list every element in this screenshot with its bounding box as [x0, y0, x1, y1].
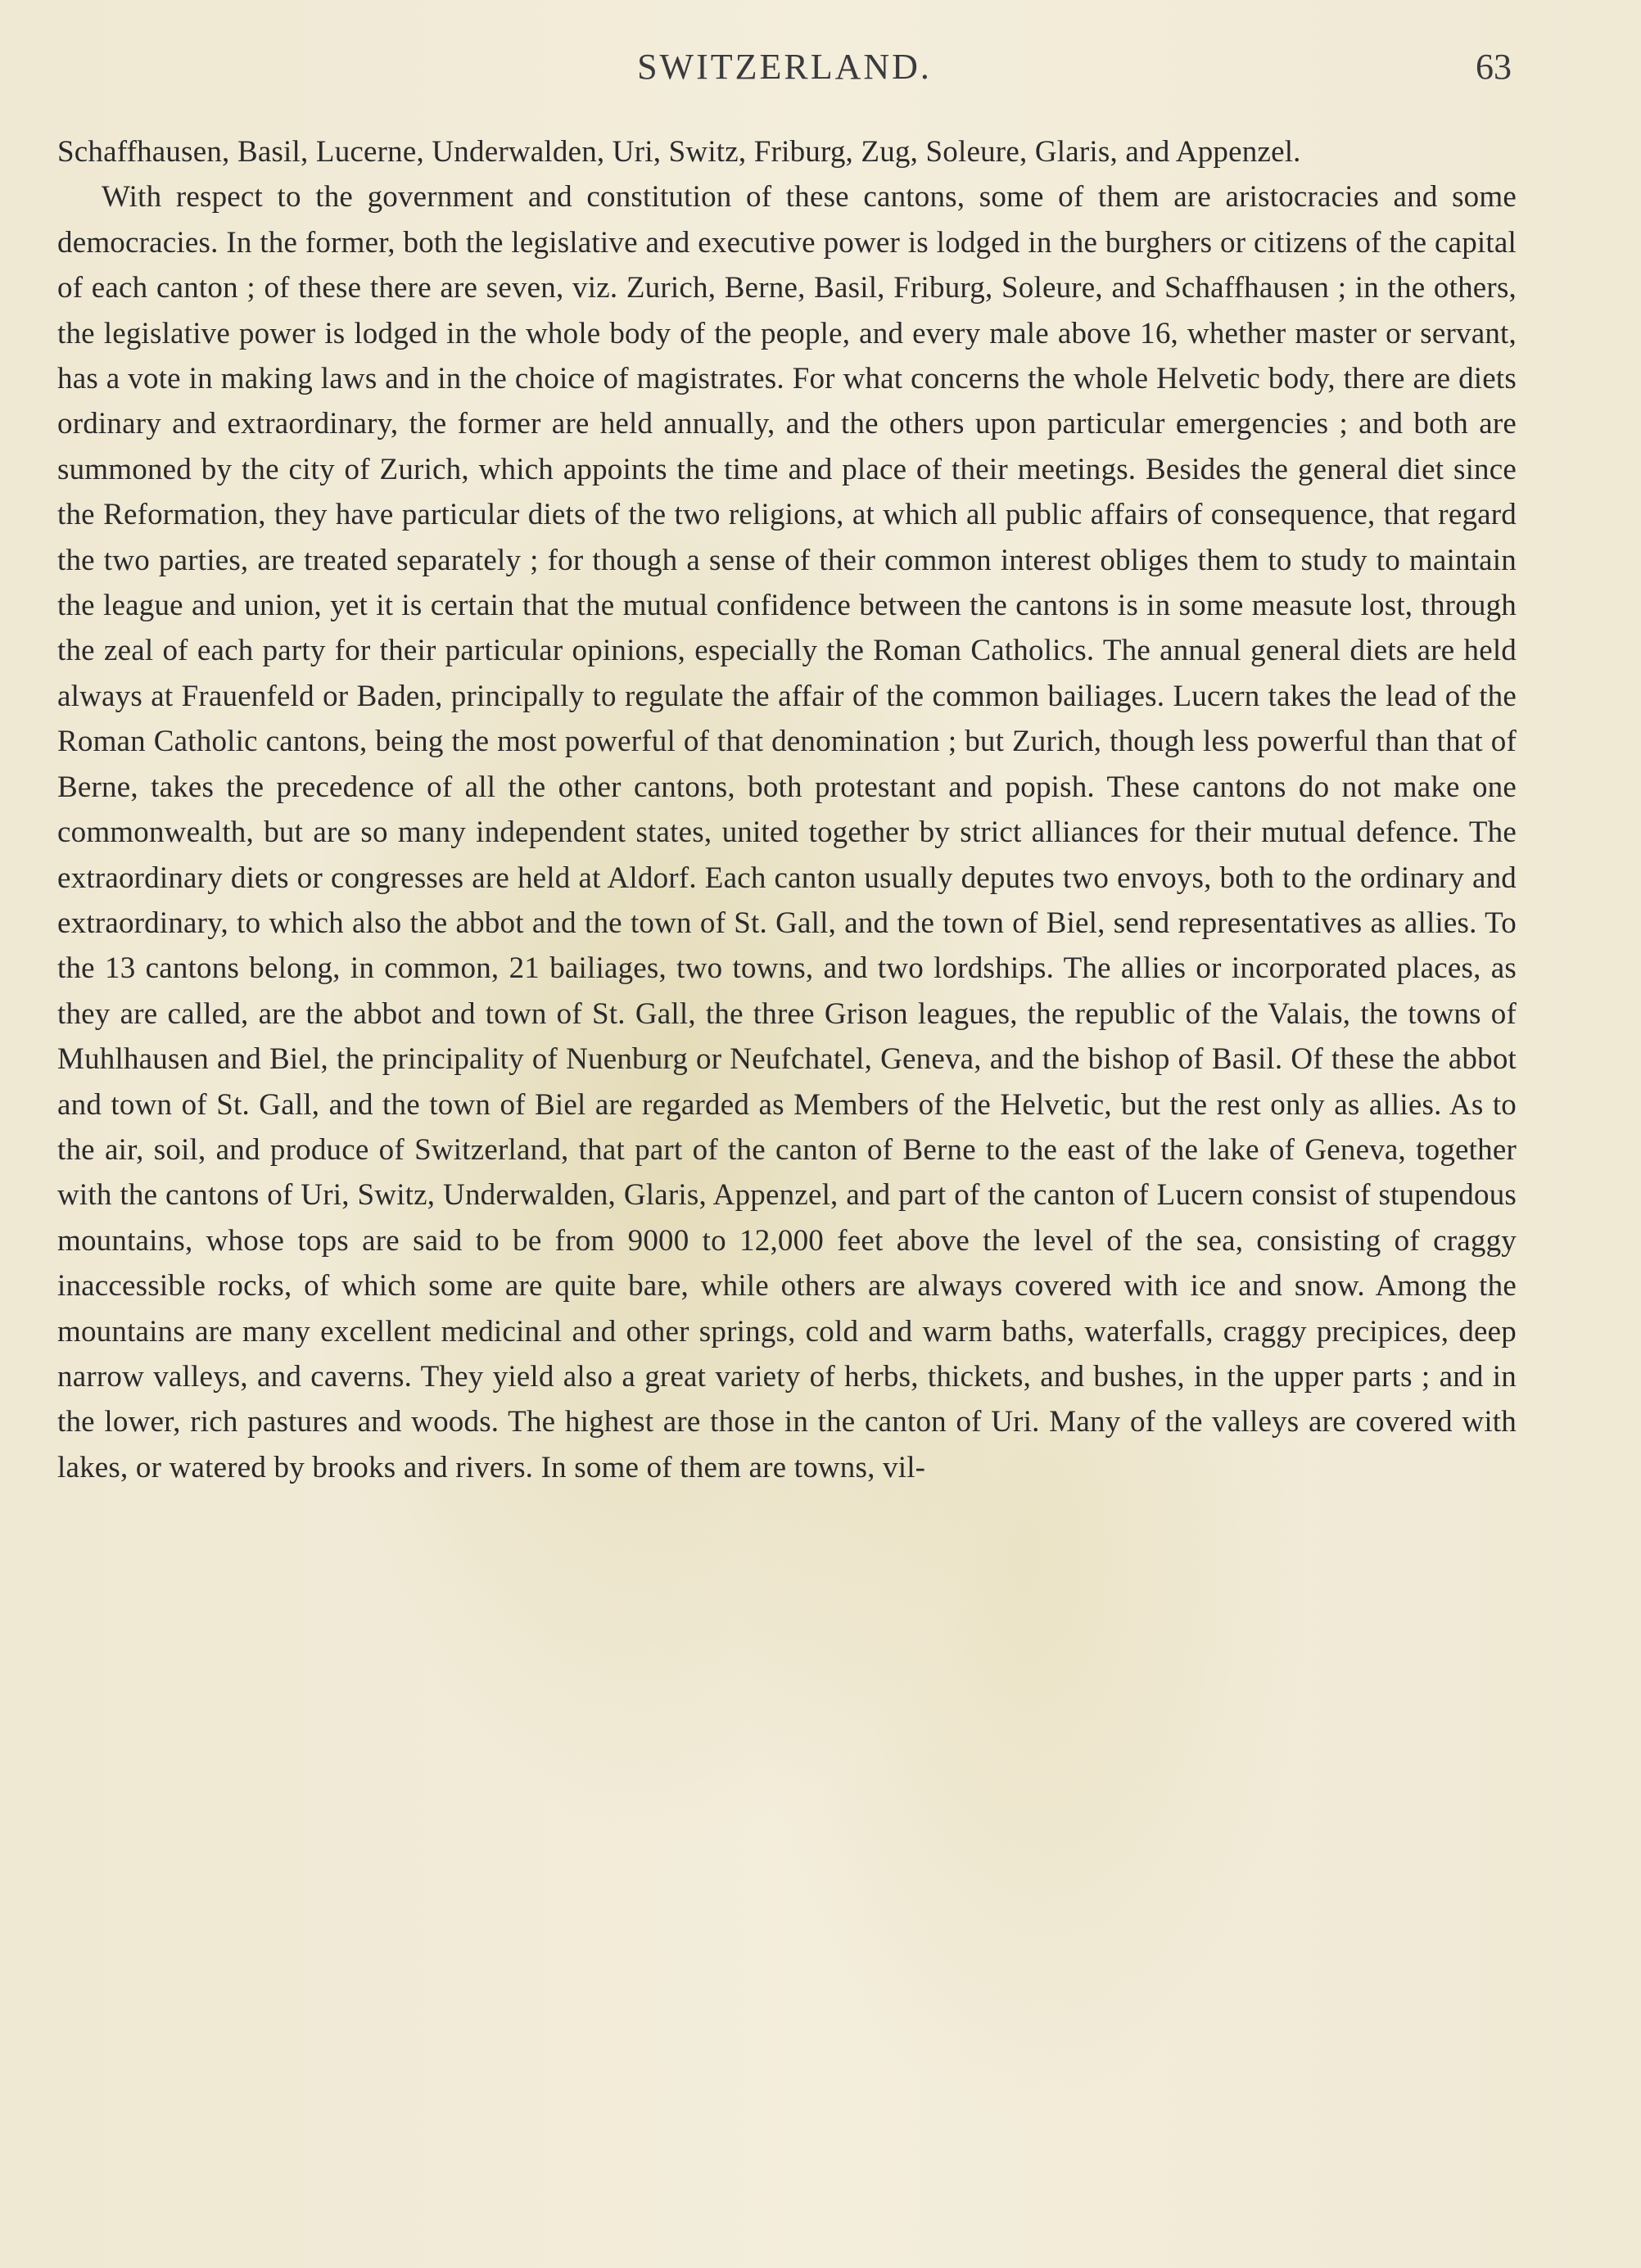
page-header — [57, 46, 1512, 103]
running-head: SWITZERLAND. — [637, 47, 932, 87]
paragraph-government: With respect to the government and constitution of these cantons, some of them are aristocracies and some democracies. In the former, both the legislative and executive power is lodged in the burghers or citizens of the capital of each canton ; of these there are seven, viz. Zurich, Berne, Basil, Friburg, Soleure, and Schaffhausen ; in the others, the legislative power is lodged in the whole body of the people, and every male above 16, whether master or servant, has a vote in making laws and in the choice of magistrates. For what concerns the whole Helvetic body, there are diets ordinary and extraordinary, the former are held annually, and the others upon particular emergencies ; and both are summoned by the city of Zurich, which appoints the time and place of their meetings. Besides the general diet since the Reformation, they have particular diets of the two religions, at which all public affairs of consequence, that regard the two parties, are treated separately ; for though a sense of their common interest obliges them to study to maintain the league and union, yet it is certain that the mutual confidence between the cantons is in some measute lost, through the zeal of each party for their particular opinions, especially the Roman Catholics. The annual general diets are held always at Frauenfeld or Baden, principally to regulate the affair of the common bailiages. Lucern takes the lead of the Roman Catholic cantons, being the most powerful of that denomination ; but Zurich, though less powerful than that of Berne, takes the precedence of all the other cantons, both protestant and popish. These cantons do not make one commonwealth, but are so many independent states, united together by strict alliances for their mutual defence. The extraordinary diets or congresses are held at Aldorf. Each canton usually deputes two envoys, both to the ordinary and extraordinary, to which also the abbot and the town of St. Gall, and the town of Biel, send representatives as allies. To the 13 cantons belong, in common, 21 bailiages, two towns, and two lordships. The allies or incorporated places, as they are called, are the abbot and town of St. Gall, the three Grison leagues, the republic of the Valais, the towns of Muhlhausen and Biel, the principality of Nuenburg or Neufchatel, Geneva, and the bishop of Basil. Of these the abbot and town of St. Gall, and the town of Biel are regarded as Members of the Helvetic, but the rest only as allies. As to the air, soil, and produce of Switzerland, that part of the canton of Berne to the east of the lake of Geneva, together with the cantons of Uri, Switz, Underwalden, Glaris, Appenzel, and part of the canton of Lucern consist of stupendous mountains, whose tops are said to be from 9000 to 12,000 feet above the level of the sea, consisting of craggy inaccessible rocks, of which some are quite bare, while others are always covered with ice and snow. Among the mountains are many excellent medicinal and other springs, cold and warm baths, waterfalls, craggy precipices, deep narrow valleys, and caverns. They yield also a great variety of herbs, thickets, and bushes, in the upper parts ; and in the lower, rich pastures and woods. The highest are those in the canton of Uri. Many of the valleys are covered with lakes, or watered by brooks and rivers. In some of them are towns, vil- — [57, 180, 1517, 1484]
page-number: 63 — [1476, 47, 1512, 87]
paragraph-canton-list: Schaffhausen, Basil, Lucerne, Underwalden, Uri, Switz, Friburg, Zug, Soleure, Glaris, and Appenzel. — [57, 135, 1301, 169]
body-text — [57, 129, 1517, 1490]
